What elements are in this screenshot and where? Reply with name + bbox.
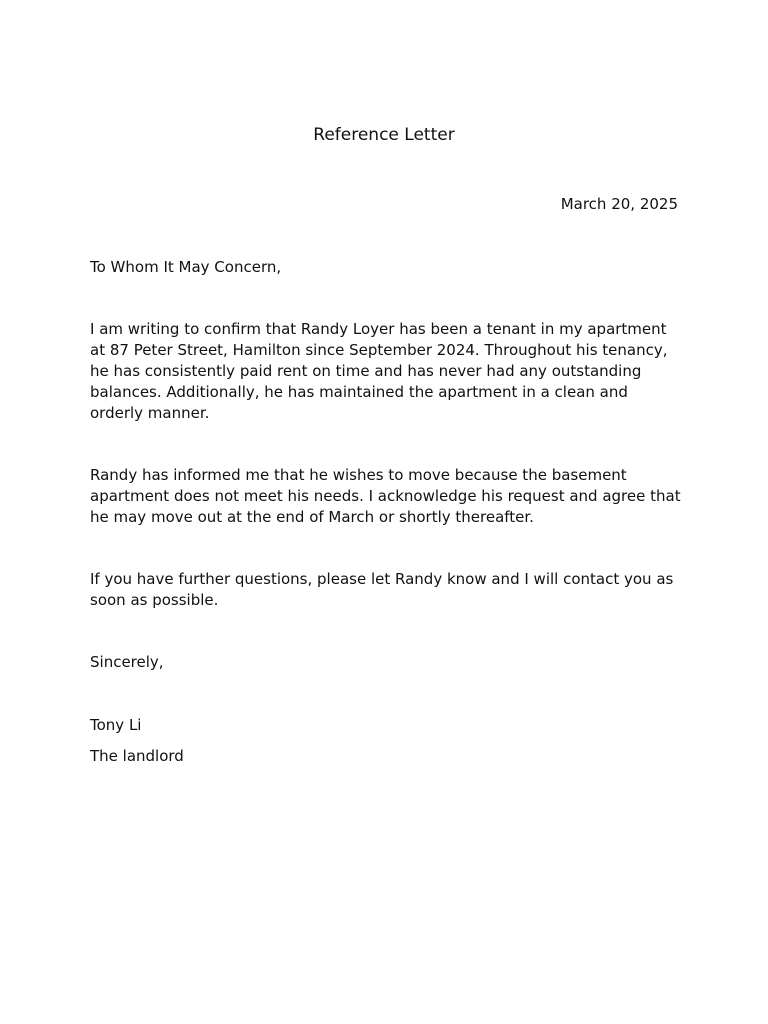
signer-name: Tony Li <box>90 716 142 734</box>
salutation: To Whom It May Concern, <box>90 258 282 276</box>
letter-title: Reference Letter <box>313 125 455 145</box>
signer-role: The landlord <box>90 747 184 765</box>
letter-date: March 20, 2025 <box>560 195 678 213</box>
body-paragraph-2: Randy has informed me that he wishes to move because the basement apartment does not meet his needs. I acknowledge his request and agree that he may move out at the end of March or shortly thereafter. <box>90 466 681 526</box>
body-paragraph-1: I am writing to confirm that Randy Loyer has been a tenant in my apartment at 87 Peter Street, Hamilton since September 2024. Throughout his tenancy, he has consistently paid rent on time and has never had any outstanding balances. Additionally, he has maintained the apartment in a clean and orderly manner. <box>90 320 668 422</box>
body-paragraph-3: If you have further questions, please let Randy know and I will contact you as soon as possible. <box>90 570 674 609</box>
closing: Sincerely, <box>90 653 164 671</box>
